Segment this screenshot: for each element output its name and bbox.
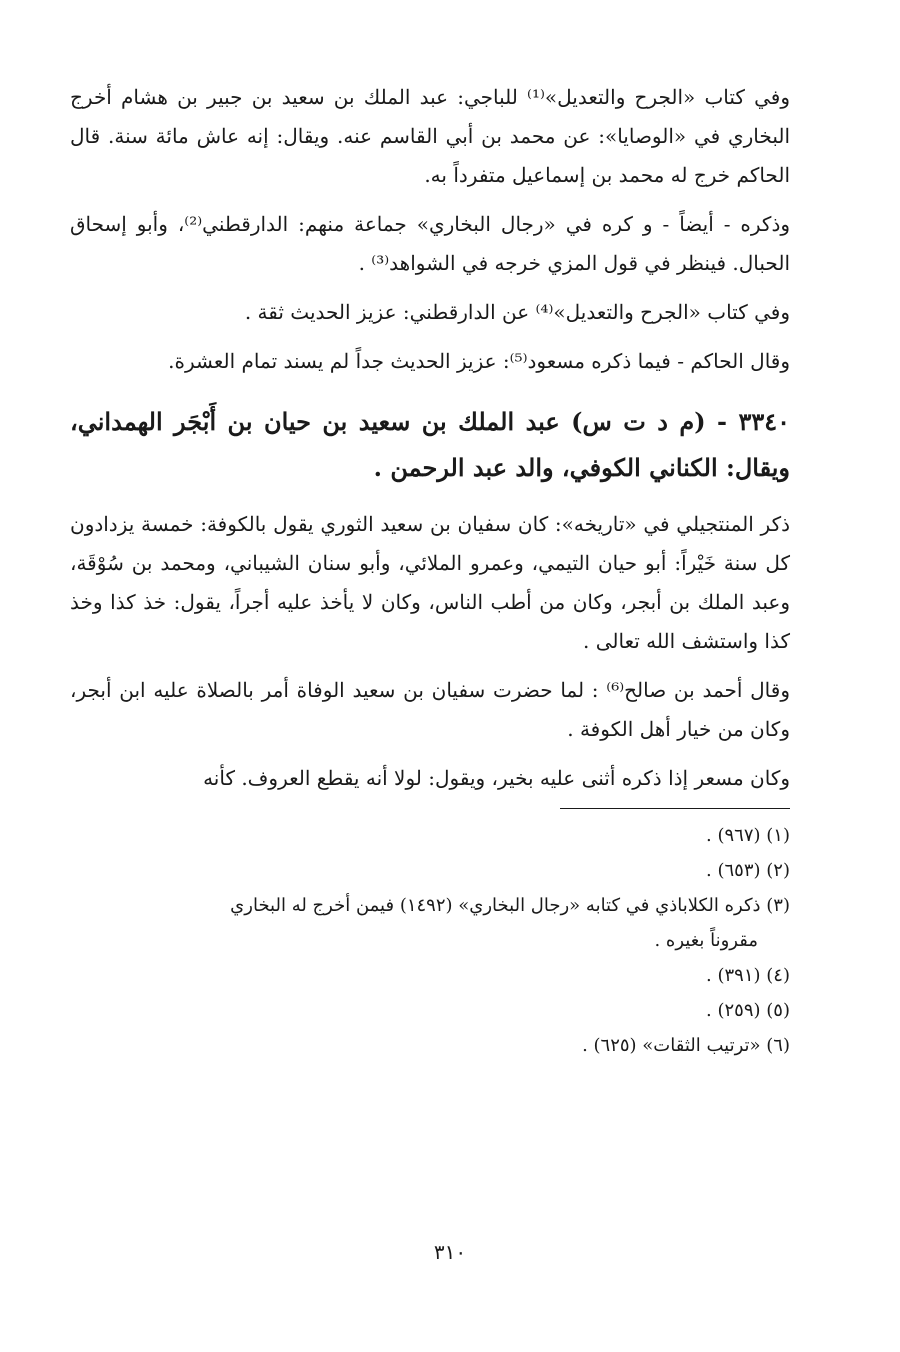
footnote-1: (١) (٩٦٧) . <box>706 825 790 846</box>
paragraph-4: وقال الحاكم - فيما ذكره مسعود⁽⁵⁾: عزيز الحديث جداً لم يسند تمام العشرة. <box>168 349 790 373</box>
footnote-3: (٣) ذكره الكلاباذي في كتابه «رجال البخاري» (١٤٩٢) فيمن أخرج له البخاري <box>230 895 790 916</box>
footnote-divider <box>560 808 790 809</box>
footnote-5: (٥) (٢٥٩) . <box>706 1000 790 1021</box>
entry-heading: ٣٣٤٠ - (م د ت س) عبد الملك بن سعيد بن حيان بن أَبْجَر الهمداني، ويقال: الكناني الكوفي، والد عبد الرحمن . <box>70 407 791 482</box>
footnote-6: (٦) «ترتيب الثقات» (٦٢٥) . <box>582 1035 790 1056</box>
footnote-4: (٤) (٣٩١) . <box>706 965 790 986</box>
entry-paragraph-3: وكان مسعر إذا ذكره أثنى عليه بخير، ويقول: لولا أنه يقطع العروف. كأنه <box>203 766 790 790</box>
entry-paragraph-2: وقال أحمد بن صالح⁽⁶⁾ : لما حضرت سفيان بن سعيد الوفاة أمر بالصلاة عليه ابن أبجر، وكان من خيار أهل الكوفة . <box>70 678 790 741</box>
entry-paragraph-1: ذكر المنتجيلي في «تاريخه»: كان سفيان بن سعيد الثوري يقول بالكوفة: خمسة يزدادون كل سنة خَيْراً: أبو حيان التيمي، وعمرو الملائي، وأبو سنان الشيباني، ومحمد بن سُوْقَة، وعبد الملك بن أبجر، وكان من أطب الناس، وكان لا يأخذ عليه أجراً، يقول: خذ كذا وخذ كذا واستشف الله تعالى . <box>70 512 790 653</box>
page-body <box>70 78 790 1064</box>
footnote-2: (٢) (٦٥٣) . <box>706 860 790 881</box>
footnote-3-continuation: مقروناً بغيره . <box>654 930 758 951</box>
page-number: ٣١٠ <box>433 1240 467 1264</box>
paragraph-2: وذكره - أيضاً - و كره في «رجال البخاري» جماعة منهم: الدارقطني⁽²⁾، وأبو إسحاق الحبال. فينظر في قول المزي خرجه في الشواهد⁽³⁾ . <box>70 212 791 275</box>
paragraph-3: وفي كتاب «الجرح والتعديل»⁽⁴⁾ عن الدارقطني: عزيز الحديث ثقة . <box>244 300 790 324</box>
footnotes <box>70 819 790 1063</box>
paragraph-1: وفي كتاب «الجرح والتعديل»⁽¹⁾ للباجي: عبد الملك بن سعيد بن جبير بن هشام أخرج البخاري في «الوصايا»: عن محمد بن أبي القاسم عنه. ويقال: إنه عاش مائة سنة. قال الحاكم خرج له محمد بن إسماعيل متفرداً به. <box>70 85 790 187</box>
